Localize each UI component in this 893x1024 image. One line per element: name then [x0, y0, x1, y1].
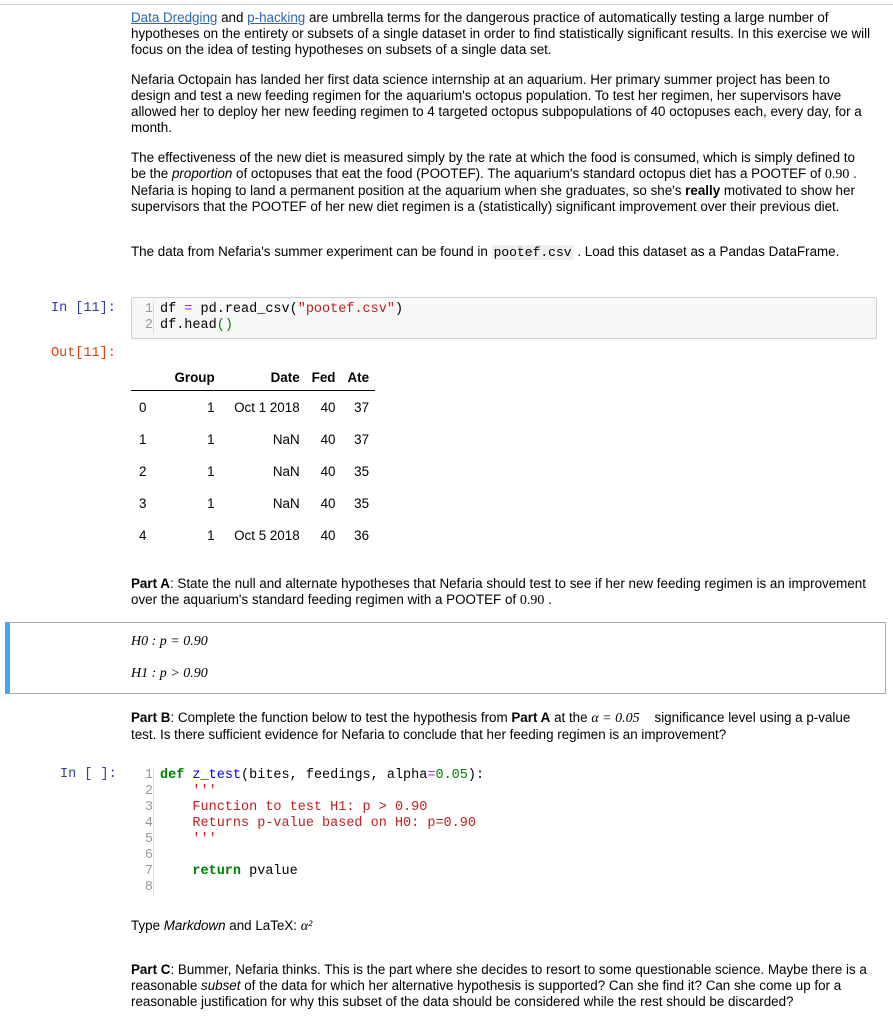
header-date: Date: [221, 364, 306, 391]
eff-em: proportion: [171, 166, 233, 181]
part-a-text: : State the null and alternate hypotheses that Nefaria should test to see if her new feeding regimen is an improvement over the aquarium's standard feeding regimen with a POOTEF of: [131, 576, 866, 607]
cell: NaN: [272, 431, 300, 447]
cell: NaN: [272, 495, 300, 511]
line-number: 7: [144, 864, 153, 879]
code-token: df.head: [160, 318, 217, 333]
part-b-label: Part B: [131, 710, 171, 725]
cell: 1: [207, 527, 215, 543]
part-b-paragraph: [131, 710, 871, 743]
table-header-row: [131, 364, 375, 391]
part-b-alpha: α = 0.05: [591, 711, 640, 726]
code-token: ): [394, 302, 404, 317]
part-c-text-a: : Bummer, Nefaria thinks. This is the part where she decides to resort to some questionable science. Maybe there is a reasonable: [131, 962, 867, 993]
cell: NaN: [272, 463, 300, 479]
table-row: [131, 391, 375, 424]
code-token: return: [192, 864, 242, 879]
code-token: pd.read_csv(: [200, 302, 298, 317]
cell: 40: [320, 495, 336, 511]
cell: 40: [320, 399, 336, 415]
intro-and: and: [221, 10, 244, 25]
cell: 37: [354, 431, 370, 447]
part-c-em: subset: [201, 978, 241, 993]
code-token: df: [160, 302, 177, 317]
story-paragraph: [131, 72, 871, 136]
cell: 1: [207, 399, 215, 415]
selected-markdown-cell[interactable]: [5, 622, 886, 694]
code-token: z_test: [192, 768, 242, 783]
cell: 35: [354, 495, 370, 511]
typemd-a: Type: [131, 918, 161, 933]
top-toolbar-strip: [0, 0, 893, 5]
cell: 1: [207, 495, 215, 511]
typemd-em: Markdown: [163, 918, 226, 933]
data-paragraph: [131, 244, 871, 261]
header-fed: Fed: [306, 364, 342, 391]
part-a-label: Part A: [131, 576, 170, 591]
line-number: 3: [144, 800, 153, 815]
part-a-paragraph: [131, 576, 871, 609]
code-token: pvalue: [241, 864, 298, 879]
effectiveness-paragraph: [131, 150, 871, 215]
cell: 2: [139, 463, 147, 479]
p-hacking-link[interactable]: p-hacking: [247, 10, 306, 25]
type-markdown-placeholder[interactable]: [131, 918, 871, 935]
cell: 40: [320, 431, 336, 447]
line-number: 1: [144, 302, 153, 317]
eff-strong: really: [685, 183, 721, 198]
cell1-in-prompt: In [11]:: [51, 301, 116, 316]
hypothesis-h0: H0 : p = 0.90: [131, 634, 208, 649]
cell: 0: [139, 399, 147, 415]
cell2-in-prompt: In [ ]:: [60, 767, 117, 782]
part-a-val: 0.90: [519, 593, 545, 608]
cell: Oct 5 2018: [234, 527, 300, 543]
header-group: Group: [152, 364, 220, 391]
line-number: 1: [144, 768, 153, 783]
data-text-b: . Load this dataset as a Pandas DataFrame.: [577, 244, 840, 259]
cell: 4: [139, 527, 147, 543]
intro-paragraph: [131, 10, 871, 58]
cell: 40: [320, 527, 336, 543]
code-token: 0.05: [435, 768, 468, 783]
part-c-paragraph: [131, 962, 871, 1010]
cell2-code-editor[interactable]: [131, 763, 877, 899]
cell2-code: [160, 768, 484, 896]
table-row: [131, 519, 375, 551]
code-token: (): [216, 318, 233, 333]
cell: 37: [354, 399, 370, 415]
cell: 40: [320, 463, 336, 479]
line-number: 8: [144, 880, 153, 895]
part-b-text-c: significance level using a p-value test. Is there sufficient evidence for Nefaria to conclude that her feeding regimen is an improvement?: [131, 710, 851, 742]
typemd-math: α²: [300, 919, 313, 934]
cell1-line-numbers: [132, 302, 154, 334]
code-token: Returns p-value based on H0: p=0.90: [192, 816, 476, 831]
part-c-label: Part C: [131, 962, 171, 977]
line-number: 6: [144, 848, 153, 863]
intro-text: are umbrella terms for the dangerous practice of automatically testing a large number of hypotheses on the entirety or subsets of a single dataset in order to find statistically significant results. In this exercise we will focus on the idea of testing hypotheses on subsets of a single data set.: [131, 10, 871, 57]
story-text: Nefaria Octopain has landed her first data science internship at an aquarium. Her primary summer project has been to design and test a new feeding regimen for the aquarium's octopus population. To test her regimen, her supervisors have allowed her to deploy her new feeding regimen to 4 targeted octopus subpopulations of 40 octopuses each, every day, for a month.: [131, 72, 862, 135]
cell: Oct 1 2018: [234, 399, 300, 415]
table-row: [131, 455, 375, 487]
code-token: =: [176, 302, 201, 317]
cell: 35: [354, 463, 370, 479]
part-a-end: .: [548, 592, 552, 607]
dataframe-table: [131, 364, 375, 551]
code-token: ''': [192, 784, 217, 799]
hypothesis-h1: H1 : p > 0.90: [131, 666, 208, 681]
cell: 3: [139, 495, 147, 511]
header-index: [131, 364, 152, 391]
code-token: =: [427, 768, 436, 783]
code-token: (bites, feedings, alpha: [241, 768, 428, 783]
part-b-text-b: at the: [554, 710, 588, 725]
part-c-text-b: of the data for which her alternative hypothesis is supported? Can she find it? Can she come up for a reasonable justification for why this subset of the data should be considered while the rest should be discarded?: [131, 978, 842, 1009]
code-token: ):: [467, 768, 485, 783]
cell: 1: [139, 431, 147, 447]
line-number: 2: [144, 784, 153, 799]
code-token: def: [160, 768, 185, 783]
typemd-b: and LaTeX:: [229, 918, 298, 933]
cell2-line-numbers: [132, 768, 154, 896]
line-number: 4: [144, 816, 153, 831]
line-number: 2: [144, 318, 153, 333]
code-token: "pootef.csv": [297, 302, 395, 317]
header-ate: Ate: [341, 364, 375, 391]
data-text-a: The data from Nefaria's summer experiment can be found in: [131, 244, 488, 259]
code-token: Function to test H1: p > 0.90: [192, 800, 428, 815]
eff-val: 0.90: [824, 167, 850, 182]
table-row: [131, 423, 375, 455]
inline-code-filename: pootef.csv: [493, 245, 572, 260]
table-row: [131, 487, 375, 519]
eff-text-d: motivated to show her supervisors that the POOTEF of her new diet regimen is a (statistically) significant improvement over their previous diet.: [131, 183, 855, 214]
eff-text-a: The effectiveness of the new diet is measured simply by the rate at which the food is consumed, which is simply defined to be the: [131, 150, 855, 181]
eff-text-c: . Nefaria is hoping to land a permanent position at the aquarium when she graduates, so she's: [131, 166, 857, 198]
cell: 36: [354, 527, 370, 543]
cell1-code-editor[interactable]: [131, 297, 877, 339]
eff-text-b: of octopuses that eat the food (POOTEF). The aquarium's standard octopus diet has a POOTEF of: [236, 166, 822, 181]
cell: 1: [207, 463, 215, 479]
line-number: 5: [144, 832, 153, 847]
data-dredging-link[interactable]: Data Dredging: [131, 10, 218, 25]
cell: 1: [207, 431, 215, 447]
part-b-text-a: : Complete the function below to test the hypothesis from: [170, 710, 508, 725]
code-token: ''': [192, 832, 217, 847]
cell1-code: [160, 302, 403, 334]
part-b-ref: Part A: [511, 710, 551, 725]
cell1-out-prompt: Out[11]:: [51, 346, 116, 361]
